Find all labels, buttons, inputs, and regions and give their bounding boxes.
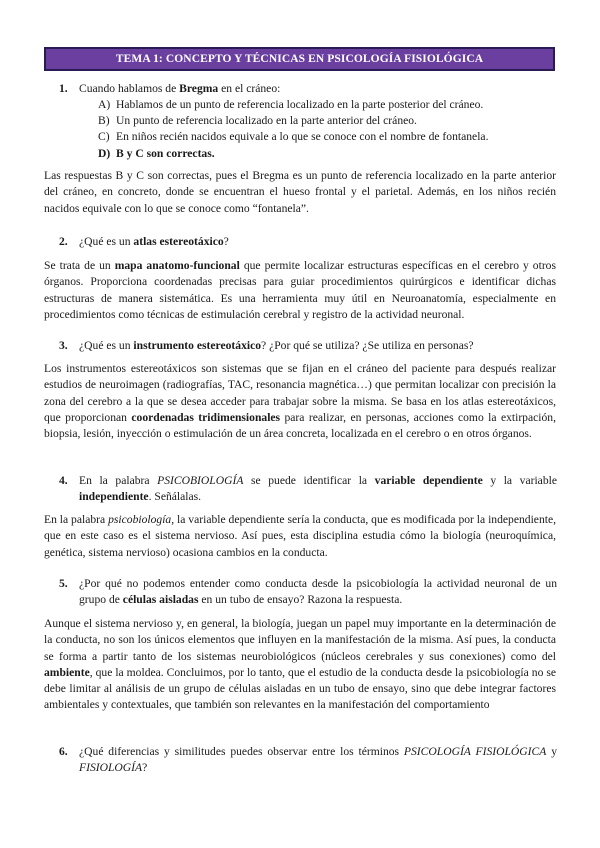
option-b: B) Un punto de referencia localizado en la parte anterior del cráneo. (98, 114, 417, 128)
question-2: 2. ¿Qué es un atlas estereotáxico? (59, 235, 229, 248)
answer-3: Los instrumentos estereotáxicos son sistemas que se fijan en el cráneo del paciente para después realizar estudios de neuroimagen (radiografías, TAC, resonancia magnética…) que permitan localizar con precisión la zona del cerebro a la que se desea acceder para trabajar sobre la misma. Se basa en los atlas estereotáxicos, que proporcionan coordenadas tridimensionales para realizar, en personas, acciones como la extirpación, biopsia, lesión, inyección o estimulación de un área concreta, localizada en el cerebro o en otros órganos. (44, 362, 556, 441)
document-page: TEMA 1: CONCEPTO Y TÉCNICAS EN PSICOLOGÍA FISIOLÓGICA 1. Cuando hablamos de Bregma en el cráneo: A) Hablamos de un punto de referencia localizado en la parte posterior del cráneo. B) Un punto de referencia localizado en la parte anterior del cráneo. C) En niños recién nacidos equivale a lo que se conoce con el nombre de fontanela. D) B y C son correctas. Las respuestas B y C son correctas, pues el Bregma es un punto de referencia localizado en la parte anterior del cráneo, en concreto, donde se encuentran el hueso frontal y el parietal. Además, en los niños recién nacidos equivale con lo que se conoce como “fontanela”. 2. ¿Qué es un atlas estereotáxico? Se trata de un mapa anatomo-funcional que permite localizar estructuras específicas en el cerebro y otros órganos. Proporciona coordenadas precisas para guiar procedimientos quirúrgicos e identificar dichas estructuras de manera sistemática. Es una herramienta muy útil en Neuroanatomía, especialmente en procedimientos como técnicas de estimulación cerebral y registro de la actividad neuronal. 3. ¿Qué es un instrumento estereotáxico? ¿Por qué se utiliza? ¿Se utiliza en personas? Los instrumentos estereotáxicos son sistemas que se fijan en el cráneo del paciente para después realizar estudios de neuroimagen (radiografías, TAC, resonancia magnética…) que permitan localizar con precisión la zona del cerebro a la que se desea acceder para trabajar sobre la misma. Se basa en los atlas estereotáxicos, que proporcionan coordenadas tridimensionales para realizar, en personas, acciones como la extirpación, biopsia, lesión, inyección o estimulación de un área concreta, localizada en el cerebro o en otros órganos. 4. En la palabra PSICOBIOLOGÍA se puede identificar la variable dependiente y la variable independiente. Señálalas. En la palabra psicobiología, la variable dependiente sería la conducta, que es modificada por la independiente, que en este caso es el sistema nervioso. Así pues, esta disciplina estudia cómo la biología (neuroquímica, genética, sistema nervioso) ocasiona cambios en la conducta. 5. ¿Por qué no podemos entender como conducta desde la psicobiología la actividad neuronal de un grupo de células aisladas en un tubo de ensayo? Razona la respuesta. Aunque el sistema nervioso y, en general, la biología, juegan un papel muy importante en la determinación de la conducta, no son los únicos elementos que influyen en la manifestación de la misma. Así pues, la conducta se forma a partir tanto de los sistemas neurobiológicos (núcleos cerebrales y sus conexiones) como del ambiente, que la moldea. Concluimos, por lo tanto, que el estudio de la conducta desde la psicobiología no se debe limitar al análisis de un grupo de células aisladas en un tubo de ensayo, sino que debe integrar factores ambientales y contextuales, que también son relevantes en la manifestación del comportamiento 6. ¿Qué diferencias y similitudes puedes observar entre los términos PSICOLOGÍA FISIOLÓGICA y FISIOLOGÍA? (0, 0, 600, 848)
option-d: D) B y C son correctas. (98, 146, 215, 160)
answer-1: Las respuestas B y C son correctas, pues el Bregma es un punto de referencia localizado en la parte anterior del cráneo, en concreto, donde se encuentran el hueso frontal y el parietal. Además, en los niños recién nacidos equivale con lo que se conoce como “fontanela”. (44, 169, 556, 215)
question-6: ¿Qué diferencias y similitudes puedes observar entre los términos PSICOLOGÍA FISIOLÓGICA y FISIOLOGÍA? (79, 745, 557, 774)
question-3: 3. ¿Qué es un instrumento estereotáxico? ¿Por qué se utiliza? ¿Se utiliza en personas? (59, 339, 474, 352)
question-number: 1. (59, 82, 68, 95)
answer-5: Aunque el sistema nervioso y, en general, la biología, juegan un papel muy importante en la determinación de la conducta, no son los únicos elementos que influyen en la manifestación de la misma. Así pues, la conducta se forma a partir tanto de los sistemas neurobiológicos (núcleos cerebrales y sus conexiones) como del ambiente, que la moldea. Concluimos, por lo tanto, que el estudio de la conducta desde la psicobiología no se debe limitar al análisis de un grupo de células aisladas en un tubo de ensayo, sino que debe integrar factores ambientales y contextuales, que también son relevantes en la manifestación del comportamiento (44, 617, 556, 712)
question-5: ¿Por qué no podemos entender como conducta desde la psicobiología la actividad neuronal de un grupo de células aisladas en un tubo de ensayo? Razona la respuesta. (79, 577, 557, 606)
answer-4: En la palabra psicobiología, la variable dependiente sería la conducta, que es modificada por la independiente, que en este caso es el sistema nervioso. Así pues, esta disciplina estudia cómo la biología (neuroquímica, genética, sistema nervioso) ocasiona cambios en la conducta. (44, 513, 557, 559)
question-1: 1. Cuando hablamos de Bregma en el cráneo: (59, 82, 281, 95)
page-title: TEMA 1: CONCEPTO Y TÉCNICAS EN PSICOLOGÍA FISIOLÓGICA (44, 47, 555, 71)
option-c: C) En niños recién nacidos equivale a lo que se conoce con el nombre de fontanela. (98, 130, 489, 144)
question-1-options (98, 97, 488, 162)
term-bregma: Bregma (179, 82, 219, 95)
option-a: A) Hablamos de un punto de referencia localizado en la parte posterior del cráneo. (98, 98, 484, 111)
answer-2: Se trata de un mapa anatomo-funcional que permite localizar estructuras específicas en el cerebro y otros órganos. Proporciona coordenadas precisas para guiar procedimientos quirúrgicos e identificar dichas estructuras de manera sistemática. Es una herramienta muy útil en Neuroanatomía, especialmente en procedimientos como técnicas de estimulación cerebral y registro de la actividad neuronal. (44, 259, 556, 321)
question-4: En la palabra PSICOBIOLOGÍA se puede identificar la variable dependiente y la variable independiente. Señálalas. (79, 474, 557, 503)
